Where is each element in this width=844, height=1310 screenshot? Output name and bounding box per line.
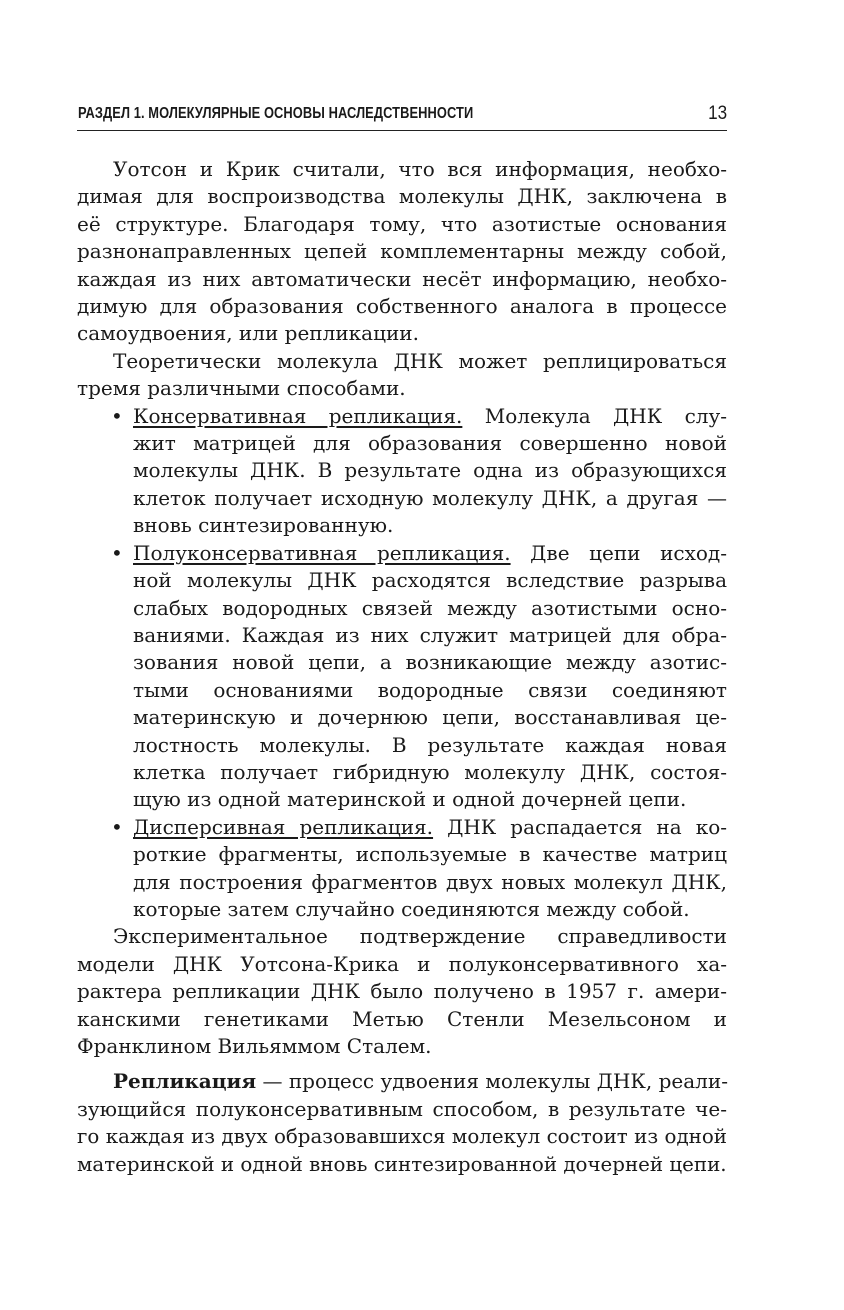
text-line: Теоретически молекула ДНК может реплицироваться xyxy=(113,348,727,373)
text-line: её структуре. Благодаря тому, что азотистые основания xyxy=(77,211,727,236)
text-line: канскими генетиками Метью Стенли Мезельсоном и xyxy=(77,1006,727,1031)
text-line: слабых водородных связей между азотистыми осно- xyxy=(133,595,727,620)
text-line: димая для воспроизводства молекулы ДНК, заключена в xyxy=(77,184,727,209)
paragraph-watson-crick xyxy=(77,156,727,348)
text-line: Экспериментальное подтверждение справедливости xyxy=(113,924,727,949)
text-line: тремя различными способами. xyxy=(77,376,406,401)
text-line: Полуконсервативная репликация. Две цепи исход- xyxy=(133,540,728,565)
text-line: которые затем случайно соединяются между собой. xyxy=(133,896,690,921)
text-line: роткие фрагменты, используемые в качестве матриц xyxy=(133,842,727,867)
text-line: Уотсон и Крик считали, что вся информация, необхо- xyxy=(113,157,727,181)
text-line: тыми основаниями водородные связи соединяют xyxy=(133,677,727,702)
text-line: разнонаправленных цепей комплементарны между собой, xyxy=(77,239,727,264)
text-line: го каждая из двух образовавшихся молекул состоит из одной xyxy=(77,1125,727,1149)
text-line: Консервативная репликация. Молекула ДНК слу- xyxy=(133,403,727,428)
paragraph-three-methods xyxy=(77,348,727,403)
page-number: 13 xyxy=(707,103,727,124)
running-header xyxy=(77,100,727,131)
term-semiconservative: Полуконсервативная репликация. xyxy=(133,540,511,565)
term-dispersive: Дисперсивная репликация. xyxy=(133,814,434,839)
text-line: лостность молекулы. В результате каждая новая xyxy=(133,732,727,757)
text-line: самоудвоения, или репликации. xyxy=(77,321,419,346)
text-line: материнской и одной вновь синтезированной дочерней цепи. xyxy=(77,1152,727,1176)
text-line: материнскую и дочернюю цепи, восстанавливая це- xyxy=(133,705,727,730)
text-line: Репликация — процесс удвоения молекулы ДНК, реали- xyxy=(113,1069,728,1094)
text-line: клеток получает исходную молекулу ДНК, а другая — xyxy=(133,485,727,510)
bullet-icon: • xyxy=(111,814,123,839)
replication-methods-list xyxy=(77,403,727,924)
text-line: вновь синтезированную. xyxy=(133,513,394,538)
bullet-icon: • xyxy=(111,403,123,428)
text-line: ной молекулы ДНК расходятся вследствие разрыва xyxy=(133,568,727,593)
definition-term: Репликация xyxy=(113,1069,257,1094)
list-item-dispersive xyxy=(111,814,727,924)
text-line: Франклином Вильяммом Сталем. xyxy=(77,1034,432,1058)
text-line: модели ДНК Уотсона-Крика и полуконсервативного ха- xyxy=(77,951,727,976)
list-item-conservative xyxy=(111,403,727,540)
section-title: РАЗДЕЛ 1. МОЛЕКУЛЯРНЫЕ ОСНОВЫ НАСЛЕДСТВЕННОСТИ xyxy=(78,105,474,122)
text-line: клетка получает гибридную молекулу ДНК, состоя- xyxy=(133,759,727,784)
text-line: щую из одной материнской и одной дочерней цепи. xyxy=(133,787,687,812)
bullet-icon: • xyxy=(111,540,123,565)
term-conservative: Консервативная репликация. xyxy=(133,403,463,428)
text-line: зующийся полуконсервативным способом, в результате че- xyxy=(77,1096,727,1121)
text-line: димую для образования собственного аналога в процессе xyxy=(77,294,727,319)
paragraph-experimental-confirmation xyxy=(77,923,727,1060)
text-line: ваниями. Каждая из них служит матрицей для обра- xyxy=(133,622,727,647)
text-line: каждая из них автоматически несёт информацию, необхо- xyxy=(77,266,727,291)
list-item-semiconservative xyxy=(111,540,728,814)
page-body xyxy=(77,156,727,1178)
text-line: жит матрицей для образования совершенно новой xyxy=(133,431,727,456)
definition-replication xyxy=(77,1068,727,1178)
text-line: молекулы ДНК. В результате одна из образующихся xyxy=(133,458,727,483)
text-line: для построения фрагментов двух новых молекул ДНК, xyxy=(133,869,727,894)
text-line: рактера репликации ДНК было получено в 1957 г. амери- xyxy=(77,979,727,1004)
text-line: зования новой цепи, а возникающие между азотис- xyxy=(133,650,727,675)
text-line: Дисперсивная репликация. ДНК распадается на ко- xyxy=(133,814,727,839)
